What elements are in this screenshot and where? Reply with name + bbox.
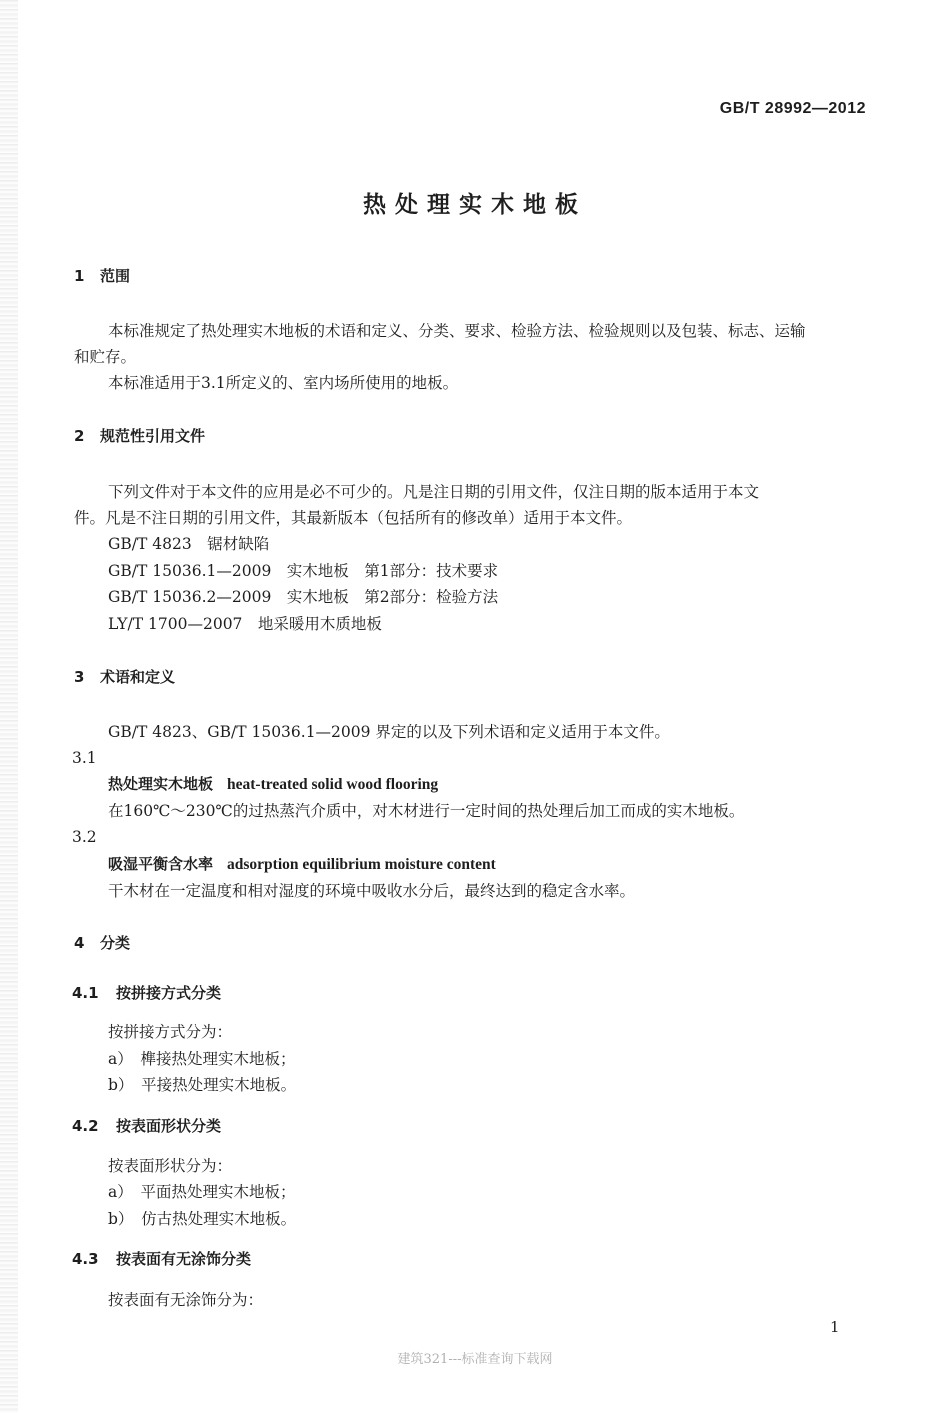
page-number: 1 bbox=[830, 1318, 840, 1336]
subsection-title: 按表面形状分类 bbox=[116, 1117, 222, 1135]
term-chinese: 热处理实木地板 bbox=[108, 775, 214, 793]
paragraph-line: 下列文件对于本文件的应用是必不可少的。凡是注日期的引用文件，仅注日期的版本适用于本文 bbox=[108, 483, 760, 501]
subsection-title: 按表面有无涂饰分类 bbox=[116, 1250, 252, 1268]
section-2-heading bbox=[74, 426, 205, 446]
subsection-number: 4.2 bbox=[72, 1117, 99, 1135]
list-item: b） 仿古热处理实木地板。 bbox=[108, 1210, 297, 1228]
section-number: 1 bbox=[74, 267, 85, 285]
subsection-title: 按拼接方式分类 bbox=[116, 984, 222, 1002]
section-title: 术语和定义 bbox=[100, 668, 176, 686]
subsection-number: 4.1 bbox=[72, 984, 99, 1002]
term-name bbox=[108, 774, 438, 795]
section-4-heading bbox=[74, 933, 130, 953]
paragraph-line: 本标准适用于3.1所定义的、室内场所使用的地板。 bbox=[108, 374, 459, 392]
term-english: adsorption equilibrium moisture content bbox=[227, 856, 496, 873]
subsection-4-1-heading bbox=[72, 983, 221, 1003]
reference-item: GB/T 15036.2—2009 实木地板 第2部分：检验方法 bbox=[108, 588, 499, 606]
list-item: a） 榫接热处理实木地板； bbox=[108, 1050, 296, 1068]
term-name bbox=[108, 854, 496, 875]
paragraph-line: 和贮存。 bbox=[74, 348, 137, 366]
section-number: 4 bbox=[74, 934, 85, 952]
section-number: 2 bbox=[74, 427, 85, 445]
term-number: 3.1 bbox=[72, 749, 97, 767]
term-definition: 干木材在一定温度和相对湿度的环境中吸收水分后，最终达到的稳定含水率。 bbox=[108, 882, 636, 900]
section-number: 3 bbox=[74, 668, 85, 686]
section-3-heading bbox=[74, 667, 175, 687]
paragraph-line: 件。凡是不注日期的引用文件，其最新版本（包括所有的修改单）适用于本文件。 bbox=[74, 509, 633, 527]
document-title: 热处理实木地板 bbox=[363, 192, 587, 218]
list-item: b） 平接热处理实木地板。 bbox=[108, 1076, 297, 1094]
section-1-heading bbox=[74, 266, 130, 286]
term-english: heat-treated solid wood flooring bbox=[227, 776, 439, 793]
reference-item: LY/T 1700—2007 地采暖用木质地板 bbox=[108, 615, 382, 633]
section-title: 分类 bbox=[100, 934, 131, 952]
section-title: 范围 bbox=[100, 267, 131, 285]
section-title: 规范性引用文件 bbox=[100, 427, 206, 445]
reference-item: GB/T 4823 锯材缺陷 bbox=[108, 535, 270, 553]
subsection-4-3-heading bbox=[72, 1249, 251, 1269]
term-definition: 在160℃～230℃的过热蒸汽介质中，对木材进行一定时间的热处理后加工而成的实木地板。 bbox=[108, 802, 745, 820]
list-item: a） 平面热处理实木地板； bbox=[108, 1183, 296, 1201]
term-number: 3.2 bbox=[72, 828, 97, 846]
term-chinese: 吸湿平衡含水率 bbox=[108, 855, 214, 873]
standard-number: GB/T 28992—2012 bbox=[719, 100, 866, 117]
subsection-number: 4.3 bbox=[72, 1250, 99, 1268]
reference-item: GB/T 15036.1—2009 实木地板 第1部分：技术要求 bbox=[108, 562, 499, 580]
paragraph-line: 按表面有无涂饰分为： bbox=[108, 1291, 264, 1309]
paragraph-line: GB/T 4823、GB/T 15036.1—2009 界定的以及下列术语和定义适用于本文件。 bbox=[108, 723, 670, 741]
paragraph-line: 按表面形状分为： bbox=[108, 1157, 233, 1175]
footer-watermark: 建筑321---标准查询下载网 bbox=[397, 1352, 553, 1367]
subsection-4-2-heading bbox=[72, 1116, 221, 1136]
paragraph-line: 按拼接方式分为： bbox=[108, 1023, 233, 1041]
paragraph-line: 本标准规定了热处理实木地板的术语和定义、分类、要求、检验方法、检验规则以及包装、标志、运输 bbox=[108, 322, 806, 340]
